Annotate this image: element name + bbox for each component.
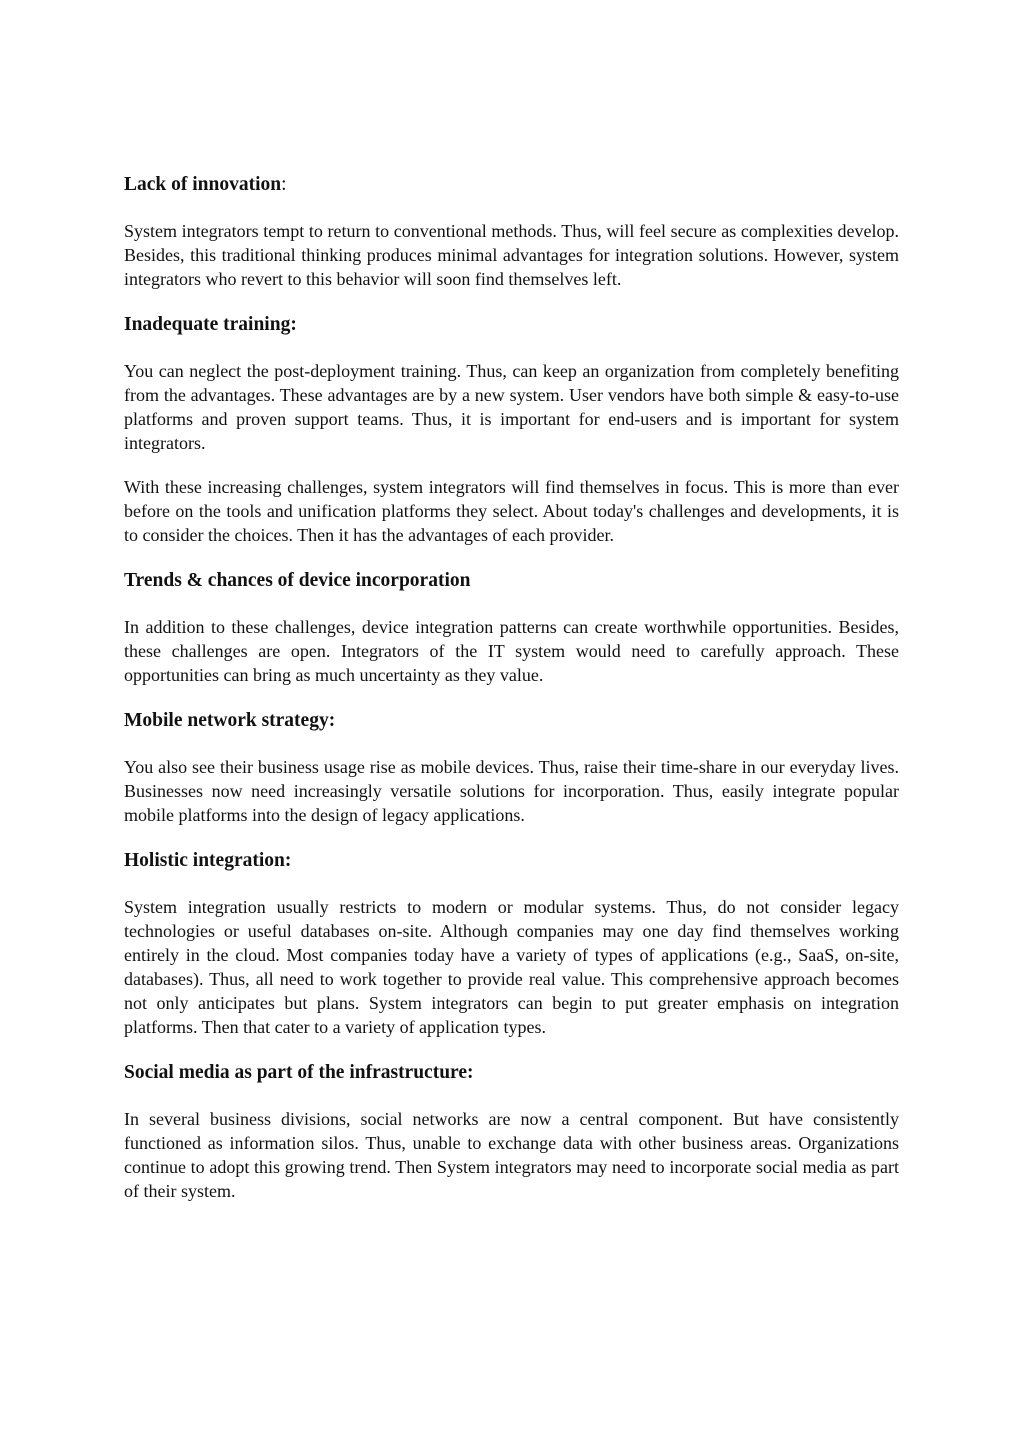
heading-text: Lack of innovation bbox=[124, 174, 282, 195]
document-page bbox=[124, 171, 899, 1223]
heading-colon: : bbox=[281, 174, 287, 195]
paragraph: System integration usually restricts to modern or modular systems. Thus, do not consider legacy technologies or useful databases on-site. Although companies may one day find themselves working entirely in the cloud. Most companies today have a variety of types of applications (e.g., SaaS, on-site, databases). Thus, all need to work together to provide real value. This comprehensive approach becomes not only anticipates but plans. System integrators can begin to put greater emphasis on integration platforms. Then that cater to a variety of application types. bbox=[124, 897, 899, 1037]
section-heading-lack-of-innovation bbox=[124, 171, 899, 199]
paragraph: With these increasing challenges, system integrators will find themselves in focus. This is more than ever before on the tools and unification platforms they select. About today's challenges and developments, it is to consider the choices. Then it has the advantages of each provider. bbox=[124, 477, 899, 545]
paragraph: You also see their business usage rise as mobile devices. Thus, raise their time-share in our everyday lives. Businesses now need increasingly versatile solutions for incorporation. Thus, easily integrate popular mobile platforms into the design of legacy applications. bbox=[124, 757, 899, 825]
section-heading-trends-device-incorporation: Trends & chances of device incorporation bbox=[124, 570, 471, 591]
paragraph: In several business divisions, social networks are now a central component. But have consistently functioned as information silos. Thus, unable to exchange data with other business areas. Organizations continue to adopt this growing trend. Then System integrators may need to incorporate social media as part of their system. bbox=[124, 1109, 899, 1201]
section-heading-holistic-integration: Holistic integration: bbox=[124, 850, 292, 871]
paragraph: System integrators tempt to return to conventional methods. Thus, will feel secure as complexities develop. Besides, this traditional thinking produces minimal advantages for integration solutions. However, system integrators who revert to this behavior will soon find themselves left. bbox=[124, 221, 899, 289]
section-heading-social-media: Social media as part of the infrastructure: bbox=[124, 1062, 474, 1083]
paragraph: In addition to these challenges, device integration patterns can create worthwhile opportunities. Besides, these challenges are open. Integrators of the IT system would need to carefully approach. These opportunities can bring as much uncertainty as they value. bbox=[124, 617, 899, 685]
paragraph: You can neglect the post-deployment training. Thus, can keep an organization from completely benefiting from the advantages. These advantages are by a new system. User vendors have both simple & easy-to-use platforms and proven support teams. Thus, it is important for end-users and is important for system integrators. bbox=[124, 361, 899, 453]
section-heading-inadequate-training: Inadequate training: bbox=[124, 314, 297, 335]
section-heading-mobile-network-strategy: Mobile network strategy: bbox=[124, 710, 336, 731]
